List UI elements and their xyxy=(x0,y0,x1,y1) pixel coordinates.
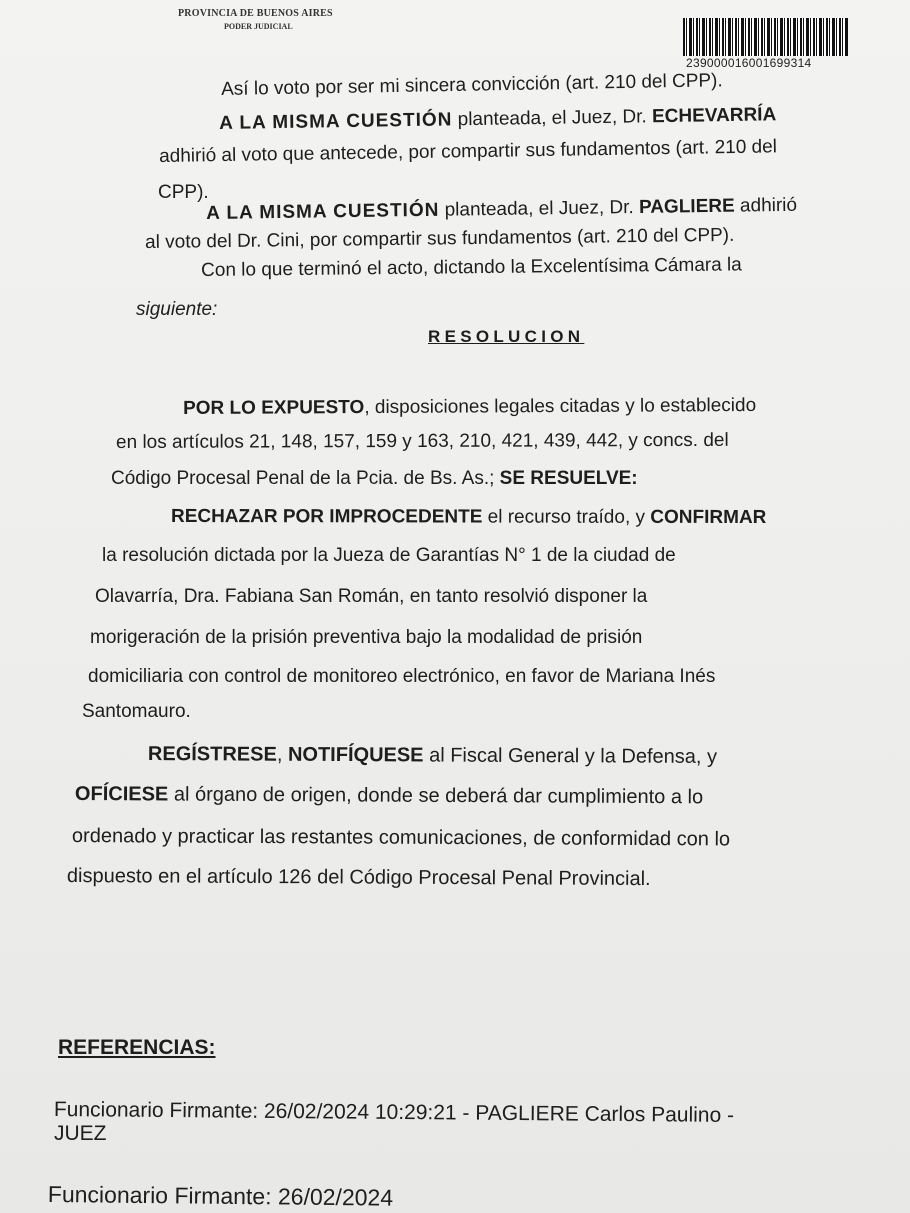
notice-text: , xyxy=(276,743,289,766)
signer-2-line-1: Funcionario Firmante: 26/02/2024 xyxy=(47,1181,394,1211)
registrese-heading: REGÍSTRESE xyxy=(147,743,277,766)
cuestion-heading: A LA MISMA CUESTIÓN xyxy=(205,199,440,224)
signer-1-line-1: Funcionario Firmante: 26/02/2024 10:29:21 - PAGLIERE Carlos Paulino - xyxy=(53,1098,735,1127)
decision-line-3: Olavarría, Dra. Fabiana San Román, en tanto resolvió disponer la xyxy=(95,586,648,607)
body-line-3: adhirió al voto que antecede, por compartir sus fundamentos (art. 210 del xyxy=(158,136,778,167)
cuestion-text: planteada, el Juez, Dr. xyxy=(439,196,640,221)
body-line-8: siguiente: xyxy=(136,299,218,320)
notifiquese-heading: NOTIFÍQUESE xyxy=(287,743,424,767)
body-line-7: Con lo que terminó el acto, dictando la Excelentísima Cámara la xyxy=(200,254,742,281)
resolution-line-2: en los artículos 21, 148, 157, 159 y 163, 210, 421, 439, 442, y concs. del xyxy=(115,429,729,453)
barcode-icon xyxy=(683,18,848,56)
header-province: PROVINCIA DE BUENOS AIRES xyxy=(178,8,333,19)
notice-line-1 xyxy=(148,744,717,767)
por-lo-expuesto: POR LO EXPUESTO xyxy=(182,397,365,419)
notice-line-2 xyxy=(75,784,703,807)
resolution-text: Código Procesal Penal de la Pcia. de Bs. As.; xyxy=(111,468,500,489)
notice-line-3: ordenado y practicar las restantes comunicaciones, de conformidad con lo xyxy=(71,825,731,851)
body-line-1: Así lo voto por ser mi sincera convicción (art. 210 del CPP). xyxy=(220,70,723,100)
resolution-line-3 xyxy=(111,469,638,488)
decision-line-6: Santomauro. xyxy=(82,701,191,722)
body-line-6: al voto del Dr. Cini, por compartir sus fundamentos (art. 210 del CPP). xyxy=(144,224,735,253)
body-line-5 xyxy=(206,196,797,223)
cuestion-text: adhirió xyxy=(734,194,798,217)
header-judicial-power: PODER JUDICIAL xyxy=(224,22,293,31)
decision-text: el recurso traído, y xyxy=(482,506,651,528)
se-resuelve: SE RESUELVE: xyxy=(499,468,638,489)
resolution-line-1 xyxy=(183,396,756,418)
resolution-text: , disposiciones legales citadas y lo establecido xyxy=(364,394,757,419)
cuestion-heading: A LA MISMA CUESTIÓN xyxy=(218,109,453,134)
notice-line-4: dispuesto en el artículo 126 del Código Procesal Penal Provincial. xyxy=(66,865,651,891)
judge-name-echevarria: ECHEVARRÍA xyxy=(651,104,777,128)
body-line-2 xyxy=(219,105,776,133)
judge-name-pagliere: PAGLIERE xyxy=(638,195,735,218)
references-heading: REFERENCIAS: xyxy=(58,1036,216,1059)
notice-text: al Fiscal General y la Defensa, y xyxy=(423,744,718,768)
oficiese-heading: OFÍCIESE xyxy=(74,783,169,806)
notice-text: al órgano de origen, donde se deberá dar cumplimiento a lo xyxy=(168,783,704,809)
decision-line-2: la resolución dictada por la Jueza de Garantías N° 1 de la ciudad de xyxy=(102,545,676,566)
signer-1-line-2: JUEZ xyxy=(54,1122,107,1145)
decision-line-1 xyxy=(171,507,766,527)
resolution-title: RESOLUCION xyxy=(428,327,585,346)
body-line-4: CPP). xyxy=(158,182,209,203)
confirmar-heading: CONFIRMAR xyxy=(650,506,767,529)
cuestion-text: planteada, el Juez, Dr. xyxy=(452,106,653,131)
barcode-number: 239000016001699314 xyxy=(686,56,812,70)
decision-line-5: domiciliaria con control de monitoreo electrónico, en favor de Mariana Inés xyxy=(88,666,716,687)
decision-line-4: morigeración de la prisión preventiva bajo la modalidad de prisión xyxy=(90,627,643,648)
rechazar-heading: RECHAZAR POR IMPROCEDENTE xyxy=(170,506,483,528)
